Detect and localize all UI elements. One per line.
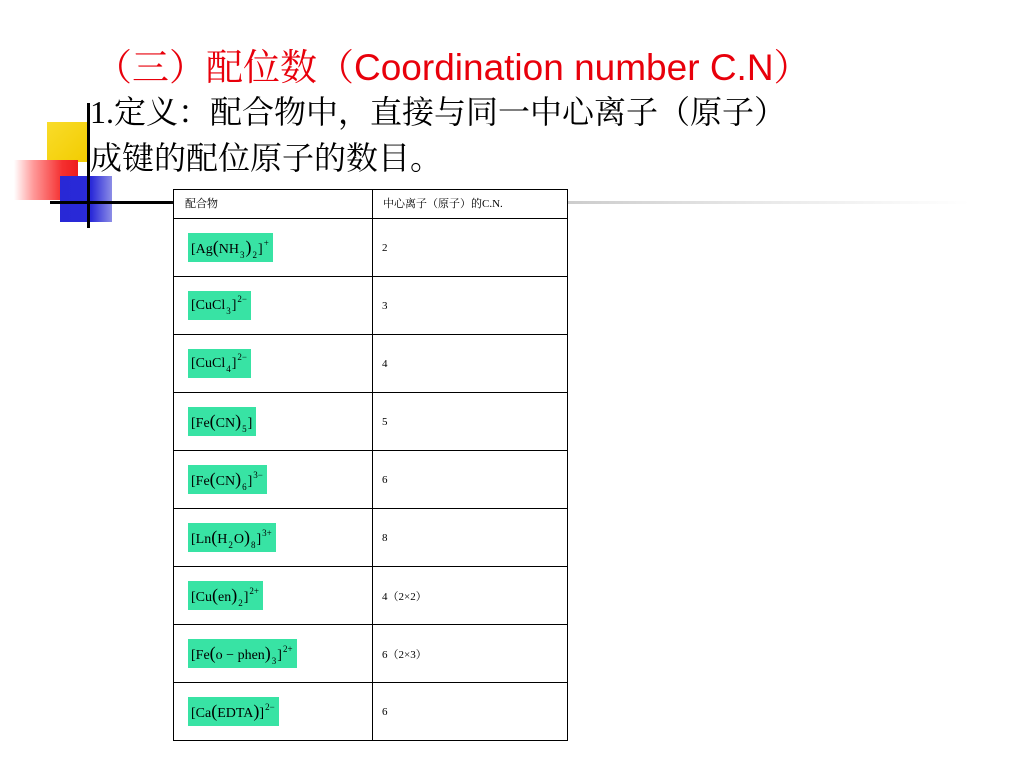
formula-parenthesis: ( [212, 237, 219, 257]
cn-cell [373, 277, 568, 335]
formula-text: ] [247, 474, 253, 489]
formula-text: [Fe [191, 416, 210, 431]
slide-title: （三）配位数（Coordination number C.N） [95, 47, 811, 88]
formula-parenthesis: ) [235, 411, 242, 431]
formula-text: ] [231, 356, 237, 371]
formula-text: [Fe [191, 648, 210, 663]
formula-parenthesis: ) [243, 527, 250, 547]
formula-subscript: 3 [271, 656, 277, 666]
formula-subscript: 3 [240, 250, 245, 260]
table-row [174, 683, 568, 741]
formula-text: [Cu [191, 590, 212, 605]
formula-text: o − phen [215, 648, 265, 663]
formula-subscript: 3 [226, 306, 231, 316]
formula-parenthesis: ) [231, 585, 238, 605]
cn-cell [373, 451, 568, 509]
formula-highlight [188, 291, 251, 320]
header-complex: 配合物 [174, 190, 373, 219]
formula-parenthesis: ( [209, 469, 216, 489]
formula-subscript: 6 [242, 482, 247, 492]
cn-cell [373, 683, 568, 741]
cn-cell [373, 393, 568, 451]
cn-value: 5 [382, 415, 388, 428]
formula-subscript: 5 [242, 424, 247, 434]
formula-text: ] [258, 242, 263, 257]
formula-text: en [218, 590, 232, 605]
definition-line: 成键的配位原子的数目。 [90, 140, 443, 176]
cn-value: 6 [382, 473, 388, 486]
formula-subscript: 4 [226, 364, 231, 374]
header-cn: 中心离子（原子）的C.N. [373, 190, 568, 219]
table-row [174, 567, 568, 625]
formula-text: H [217, 532, 228, 547]
complex-cell [174, 451, 373, 509]
definition-line: 1.定义：配合物中，直接与同一中心离子（原子） [90, 94, 787, 130]
formula-superscript: 2+ [282, 644, 293, 654]
formula-parenthesis: ) [264, 643, 271, 663]
cn-value: 3 [382, 299, 388, 312]
formula-highlight [188, 233, 273, 262]
formula-parenthesis: ( [212, 585, 218, 605]
complex-cell [174, 567, 373, 625]
cn-value: 2 [382, 241, 388, 254]
formula-parenthesis: ) [245, 237, 252, 257]
formula-text: ] [243, 590, 249, 605]
complex-cell [174, 683, 373, 741]
formula-text: ] [231, 298, 237, 313]
formula-text: CN [215, 474, 236, 489]
decor-blue-square [60, 176, 112, 222]
formula-highlight [188, 581, 263, 610]
formula-highlight [188, 465, 267, 494]
cn-value: 8 [382, 531, 388, 544]
cn-cell [373, 567, 568, 625]
complex-cell [174, 219, 373, 277]
cn-value: 6（2×3） [382, 648, 427, 661]
formula-text: NH [218, 242, 240, 257]
formula-highlight [188, 349, 251, 378]
table-row [174, 335, 568, 393]
formula-parenthesis: ) [235, 469, 242, 489]
table-row [174, 277, 568, 335]
cn-cell [373, 219, 568, 277]
formula-superscript: 3+ [262, 528, 272, 538]
cn-value: 4 [382, 357, 388, 370]
cn-cell [373, 335, 568, 393]
complex-cell [174, 335, 373, 393]
formula-highlight [188, 639, 297, 668]
complex-cell [174, 277, 373, 335]
complex-cell [174, 625, 373, 683]
table-body [174, 219, 568, 741]
formula-subscript: 8 [250, 540, 256, 550]
formula-highlight [188, 523, 276, 552]
cn-value: 4（2×2） [382, 590, 427, 603]
formula-text: [Ca [191, 706, 212, 721]
decor-yellow-square [47, 122, 88, 162]
table-row [174, 451, 568, 509]
cn-cell [373, 625, 568, 683]
coordination-number-table [173, 189, 568, 741]
formula-superscript: 3− [253, 470, 263, 480]
formula-text: [Fe [191, 474, 210, 489]
formula-superscript: 2− [237, 294, 247, 304]
formula-text: [Ln [191, 532, 212, 547]
formula-text: ] [256, 532, 262, 547]
formula-subscript: 2 [228, 540, 233, 550]
formula-highlight [188, 407, 256, 436]
formula-subscript: 2 [238, 598, 243, 608]
table-header-row [174, 190, 568, 219]
formula-superscript: 2+ [249, 586, 259, 596]
formula-text: [CuCl [191, 356, 226, 371]
formula-parenthesis: ( [211, 527, 218, 547]
formula-subscript: 2 [252, 250, 258, 260]
formula-text: ] [259, 706, 265, 721]
formula-text: EDTA [217, 706, 254, 721]
complex-cell [174, 393, 373, 451]
formula-parenthesis: ( [209, 643, 216, 663]
definition-text [90, 89, 786, 181]
complex-cell [174, 509, 373, 567]
cn-cell [373, 509, 568, 567]
formula-parenthesis: ( [211, 701, 218, 721]
table-row [174, 393, 568, 451]
formula-superscript: 2− [265, 702, 275, 712]
formula-text: O [233, 532, 244, 547]
formula-parenthesis: ) [253, 701, 260, 721]
formula-text: ] [247, 416, 253, 431]
formula-superscript: + [263, 238, 269, 248]
formula-text: [Ag [191, 242, 213, 257]
table-row [174, 219, 568, 277]
formula-text: CN [215, 416, 236, 431]
formula-text: [CuCl [191, 298, 226, 313]
formula-highlight [188, 697, 279, 726]
table-row [174, 625, 568, 683]
formula-text: ] [277, 648, 282, 663]
table-row [174, 509, 568, 567]
formula-parenthesis: ( [209, 411, 216, 431]
formula-superscript: 2− [237, 352, 247, 362]
cn-value: 6 [382, 705, 388, 718]
